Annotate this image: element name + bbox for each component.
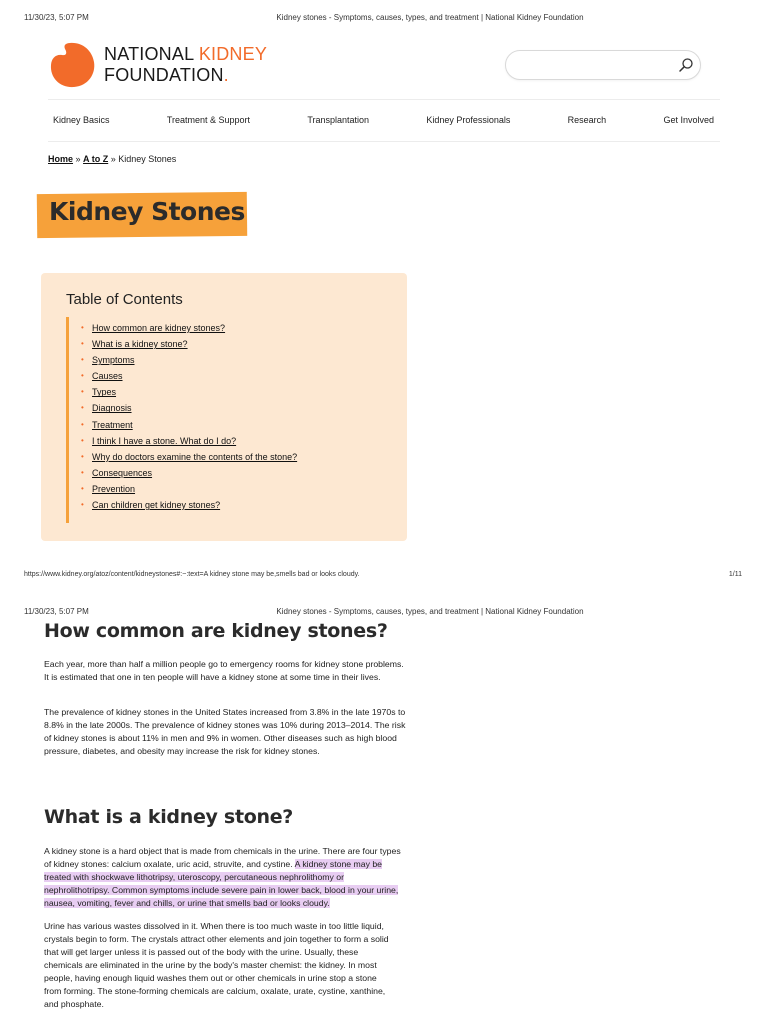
nav-divider-top	[48, 99, 720, 100]
toc-link-what-is[interactable]: What is a kidney stone?	[92, 339, 188, 350]
toc-link-examine-contents[interactable]: Why do doctors examine the contents of the stone?	[92, 451, 298, 462]
toc-item	[81, 355, 297, 371]
toc-accent-bar	[66, 317, 69, 523]
toc-item	[81, 468, 297, 484]
print-doc-title: Kidney stones - Symptoms, causes, types, and treatment | National Kidney Foundation	[276, 607, 584, 616]
section-what-is	[44, 806, 404, 828]
search-input[interactable]	[518, 57, 668, 75]
table-of-contents	[41, 273, 407, 541]
toc-link-causes[interactable]: Causes	[92, 371, 123, 382]
breadcrumb-current: Kidney Stones	[118, 154, 177, 164]
print-page-number: 1/11	[728, 571, 742, 578]
toc-item	[81, 339, 297, 355]
paragraph: Each year, more than half a million people go to emergency rooms for kidney stone problems. It is estimated that one in ten people will have a kidney stone at some time in their lives.	[44, 659, 404, 682]
toc-link-prevention[interactable]: Prevention	[92, 483, 136, 494]
nav-item-kidney-professionals[interactable]: Kidney Professionals	[426, 115, 511, 125]
toc-link-how-common[interactable]: How common are kidney stones?	[92, 323, 226, 333]
nav-item-get-involved[interactable]: Get Involved	[663, 115, 714, 125]
toc-heading: Table of Contents	[66, 291, 183, 308]
toc-link-treatment[interactable]: Treatment	[92, 419, 133, 430]
logo-dot: .	[223, 65, 229, 85]
toc-link-symptoms[interactable]: Symptoms	[92, 355, 135, 366]
toc-item	[81, 371, 297, 387]
toc-link-types[interactable]: Types	[92, 387, 117, 398]
breadcrumb	[48, 154, 176, 164]
paragraph: Urine has various wastes dissolved in it. When there is too much waste in too little liquid, crystals begin to form. The crystals attract other elements and join together to form a solid that will get larger unless it is passed out of the body with the urine. Usually, these chemicals are eliminated in the urine by the body's master chemist: the kidney. In most people, having enough liquid washes them out or other chemicals in urine stop a stone from forming. The stone-forming chemicals are calcium, oxalate, urate, cystine, xanthine, and phosphate.	[44, 921, 389, 1009]
toc-item	[81, 323, 297, 339]
nav-item-kidney-basics[interactable]: Kidney Basics	[53, 115, 110, 125]
paragraph-text: A kidney stone is a hard object that is made from chemicals in the urine. There are four types of kidney stones: calcium oxalate, uric acid, struvite, and cystine.	[44, 846, 401, 869]
nav-item-research[interactable]: Research	[567, 115, 607, 125]
toc-item	[81, 452, 297, 468]
main-nav	[48, 107, 720, 133]
paragraph	[44, 845, 404, 910]
toc-item	[81, 484, 297, 500]
logo-wordmark	[104, 44, 267, 86]
logo-word-foundation: FOUNDATION	[104, 65, 224, 85]
toc-link-children[interactable]: Can children get kidney stones?	[92, 500, 221, 511]
print-date: 11/30/23, 5:07 PM	[24, 13, 89, 22]
breadcrumb-home[interactable]: Home	[48, 154, 74, 164]
highlighted-text: A kidney stone may be treated with shockwave lithotripsy, uteroscopy, percutaneous nephrolithomy or nephrolithotripsy. Common symptoms include severe pain in lower back, blood in your urine, nausea, vomiting, fever and chills, or urine that smells bad or looks cloudy.	[44, 859, 399, 908]
nav-divider-bottom	[48, 141, 720, 142]
breadcrumb-separator: »	[73, 154, 84, 164]
toc-item	[81, 387, 297, 403]
toc-item	[81, 500, 297, 516]
toc-item	[81, 420, 297, 436]
toc-link-what-do-i-do[interactable]: I think I have a stone. What do I do?	[92, 435, 237, 446]
logo-word-kidney: KIDNEY	[198, 44, 268, 64]
page-title: Kidney Stones	[49, 197, 245, 226]
nav-item-transplantation[interactable]: Transplantation	[307, 115, 370, 125]
toc-list	[81, 323, 297, 516]
print-url: https://www.kidney.org/atoz/content/kidneystones#:~:text=A kidney stone may be,smells bad or looks cloudy.	[24, 571, 360, 578]
print-doc-title: Kidney stones - Symptoms, causes, types, and treatment | National Kidney Foundation	[276, 13, 584, 22]
breadcrumb-a-to-z[interactable]: A to Z	[83, 154, 109, 164]
toc-link-diagnosis[interactable]: Diagnosis	[92, 403, 132, 414]
print-date: 11/30/23, 5:07 PM	[24, 607, 89, 616]
nkf-logo[interactable]	[48, 40, 278, 92]
logo-word-national: NATIONAL	[104, 44, 199, 64]
breadcrumb-separator: »	[108, 154, 119, 164]
toc-item	[81, 436, 297, 452]
search-box	[505, 50, 701, 80]
search-icon[interactable]	[678, 57, 694, 73]
section-heading: How common are kidney stones?	[44, 620, 388, 642]
toc-item	[81, 403, 297, 419]
section-how-common	[44, 620, 404, 642]
toc-link-consequences[interactable]: Consequences	[92, 467, 153, 478]
section-heading: What is a kidney stone?	[44, 806, 294, 828]
paragraph: The prevalence of kidney stones in the United States increased from 3.8% in the late 1970s to 8.8% in the late 2000s. The prevalence of kidney stones was 10% during 2013–2014. The risk of kidney stones is about 11% in men and 9% in women. Other diseases such as high blood pressure, diabetes, and obesity may increase the risk for kidney stones.	[44, 707, 406, 756]
nav-item-treatment-support[interactable]: Treatment & Support	[166, 115, 251, 125]
kidney-logo-icon	[48, 40, 98, 90]
